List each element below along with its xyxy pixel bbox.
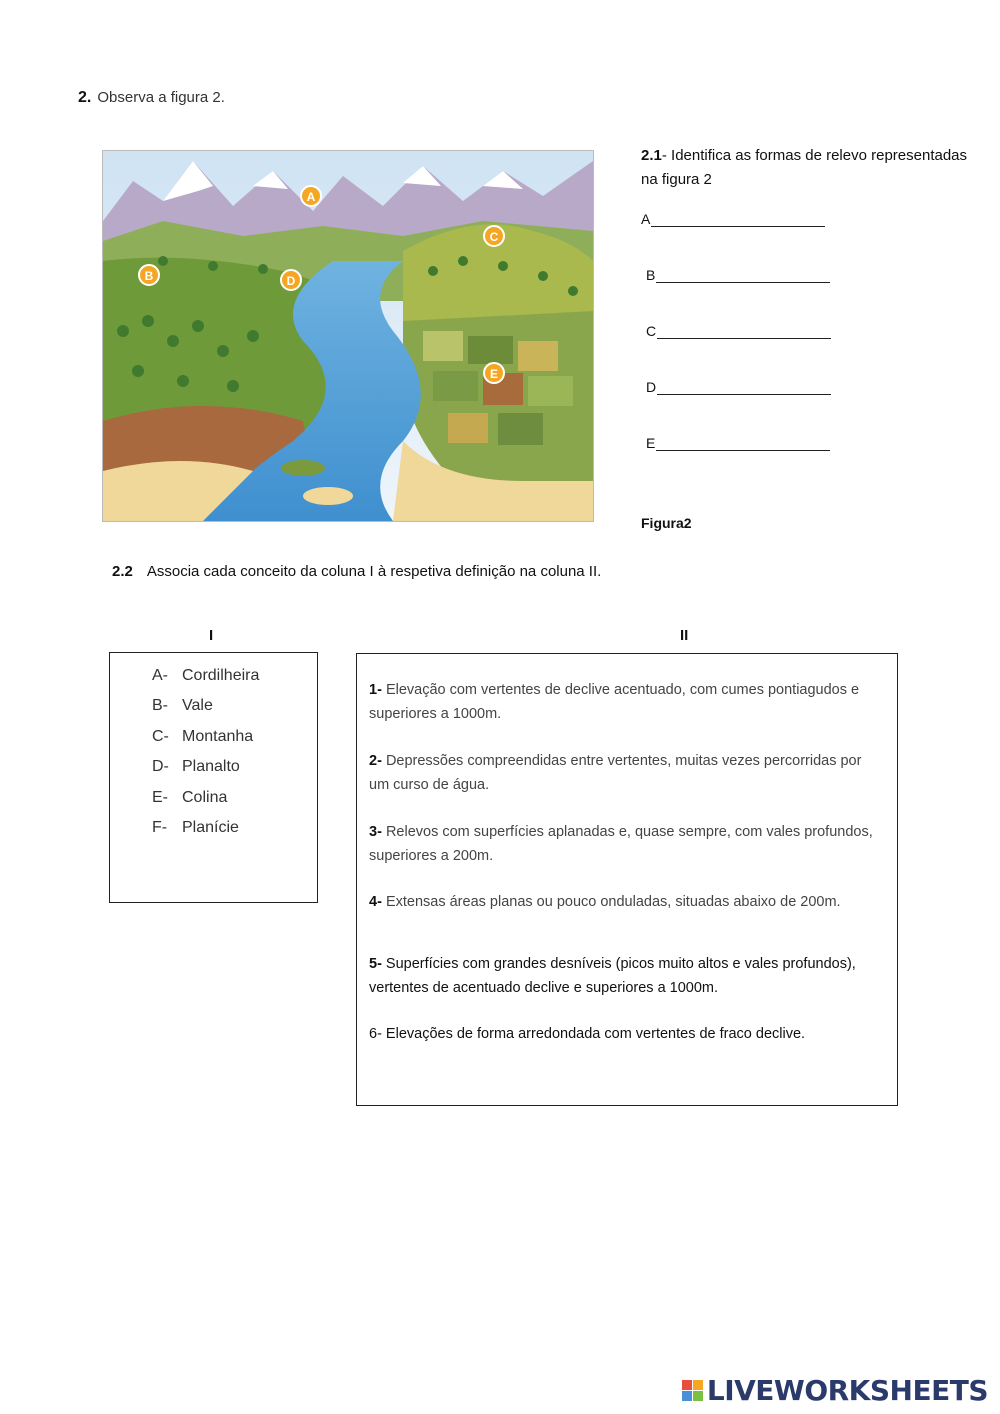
concept-letter: D- <box>152 758 169 776</box>
answer-line-b[interactable] <box>656 268 830 283</box>
concept-label: Cordilheira <box>182 667 260 684</box>
definition-1 <box>369 679 879 726</box>
column-i-header: I <box>209 627 214 644</box>
definition-text: Depressões compreendidas entre vertentes, muitas vezes percorridas por um curso de água. <box>369 753 862 793</box>
section-2-2-number: 2.2 <box>112 563 133 580</box>
question-text: Observa a figura 2. <box>97 89 225 106</box>
answer-line-c[interactable] <box>657 324 831 339</box>
definition-3 <box>369 821 879 868</box>
section-2-2-prompt <box>112 563 601 580</box>
definition-number: 2- <box>369 753 382 769</box>
answer-line-a[interactable] <box>651 212 825 227</box>
blank-row-d <box>646 379 831 395</box>
section-2-1-prompt <box>641 144 981 192</box>
blank-label-e: E <box>646 435 656 451</box>
concept-letter: C- <box>152 727 169 745</box>
definition-number: 4- <box>369 894 382 910</box>
concept-label: Montanha <box>182 727 254 745</box>
definition-6 <box>369 1023 879 1047</box>
liveworksheets-logo <box>682 1374 988 1407</box>
blank-label-d: D <box>646 379 657 395</box>
question-number: 2. <box>78 89 92 106</box>
marker-b-label: B <box>144 269 154 283</box>
blank-row-c <box>646 323 831 339</box>
definition-number: 6- <box>369 1026 382 1042</box>
concept-label: Colina <box>182 788 228 806</box>
definition-number: 5- <box>369 956 382 972</box>
column-ii-box <box>356 653 898 1106</box>
concept-label: Planície <box>182 818 239 836</box>
section-2-2-text: Associa cada conceito da coluna I à respetiva definição na coluna II. <box>146 563 602 580</box>
concept-label: Planalto <box>182 758 240 776</box>
blank-row-b <box>646 267 830 283</box>
island <box>281 460 325 476</box>
logo-icon <box>682 1380 703 1401</box>
concept-letter: A- <box>152 667 168 684</box>
section-2-1-text: - Identifica as formas de relevo representadas na figura 2 <box>641 147 968 188</box>
definition-5 <box>369 953 879 1000</box>
blank-label-a: A <box>641 211 651 227</box>
definition-2 <box>369 750 879 797</box>
island <box>303 487 353 505</box>
concept-list <box>110 653 317 845</box>
concept-item <box>152 815 317 845</box>
concept-label: Vale <box>182 697 213 715</box>
concept-letter: B- <box>152 697 168 715</box>
section-2-1-number: 2.1 <box>641 147 662 164</box>
blank-row-a <box>641 211 825 227</box>
answer-line-d[interactable] <box>657 380 831 395</box>
definition-text: Elevações de forma arredondada com vertentes de fraco declive. <box>381 1026 806 1042</box>
definition-text: Superfícies com grandes desníveis (picos muito altos e vales profundos), vertentes de acentuado declive e superiores a 1000m. <box>369 956 856 996</box>
definition-text: Relevos com superfícies aplanadas e, quase sempre, com vales profundos, superiores a 200m. <box>369 824 873 864</box>
landscape-figure <box>102 150 594 522</box>
column-i-box <box>109 652 318 903</box>
figure-caption: Figura2 <box>641 515 692 531</box>
concept-item <box>152 785 317 815</box>
landscape-illustration <box>103 151 593 521</box>
marker-a-label: A <box>306 190 316 204</box>
concept-item <box>152 693 317 723</box>
definition-text: Extensas áreas planas ou pouco onduladas, situadas abaixo de 200m. <box>385 894 841 910</box>
blank-label-c: C <box>646 323 657 339</box>
definition-number: 1- <box>369 682 382 698</box>
concept-item <box>152 724 317 754</box>
concept-letter: F- <box>152 818 168 836</box>
definition-4 <box>369 891 879 915</box>
answer-line-e[interactable] <box>656 436 830 451</box>
logo-text: LIVEWORKSHEETS <box>706 1374 988 1407</box>
concept-letter: E- <box>152 788 168 806</box>
marker-d-label: D <box>286 274 296 288</box>
blank-row-e <box>646 435 830 451</box>
marker-c-label: C <box>489 230 499 244</box>
definition-text: Elevação com vertentes de declive acentuado, com cumes pontiagudos e superiores a 1000m. <box>369 682 860 722</box>
concept-item <box>152 754 317 784</box>
question-heading <box>78 89 225 107</box>
blank-label-b: B <box>646 267 656 283</box>
column-ii-header: II <box>680 627 689 644</box>
marker-e-label: E <box>489 367 499 381</box>
concept-item <box>152 663 317 693</box>
definition-number: 3- <box>369 824 382 840</box>
